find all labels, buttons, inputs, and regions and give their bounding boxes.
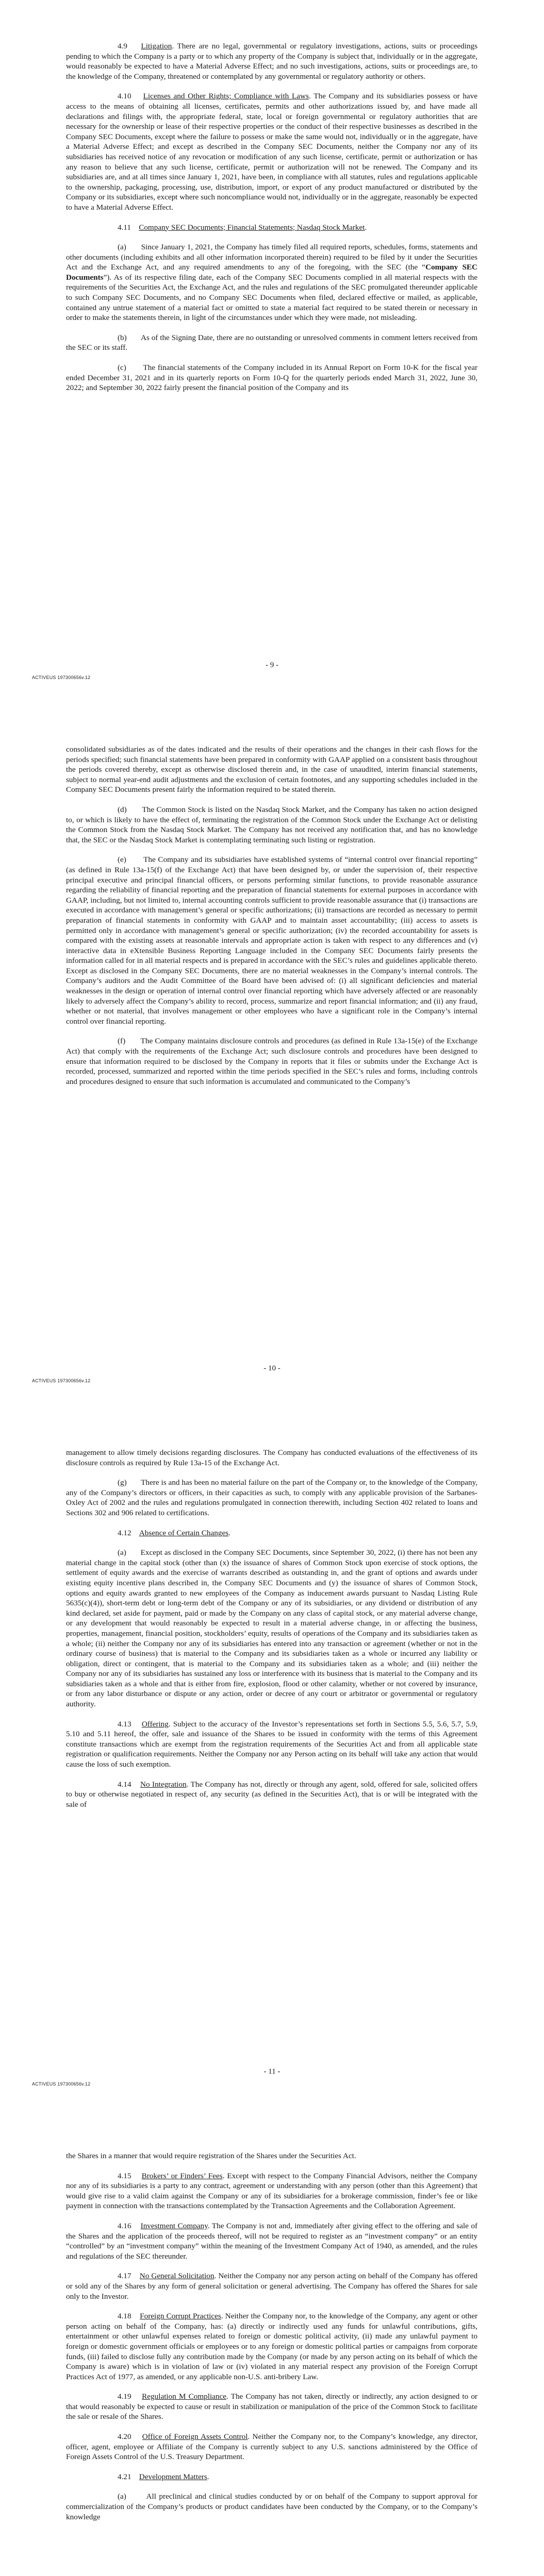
section-heading: Brokers’ or Finders’ Fees bbox=[141, 2171, 223, 2180]
page-body bbox=[66, 1448, 477, 1819]
clause-label: (g) bbox=[118, 1478, 127, 1487]
clause-text-2: ”). As of its respective filing date, each of the Company SEC Documents complied in all material respects with the requirements of the Securities Act, the Exchange Act, and the rules and regulations of the SEC promulgated thereunder applicable to such Company SEC Documents, and no Company SEC Documents when filed, declared effective or mailed, as applicable, contained any untrue statement of a material fact or omitted to state a material fact required to be stated therein or necessary in order to make the statements therein, in light of the circumstances under which they were made, not misleading. bbox=[66, 273, 477, 323]
section-text: . Neither the Company nor, to the knowledge of the Company, any agent or other person acting on behalf of the Company, has: (a) directly or indirectly used any funds for unlawful contributions, gifts, entertainment or other unlawful expenses related to foreign or domestic political activity, (ii) made any unlawful payment to foreign or domestic government officials or employees or to any foreign or domestic political parties or campaigns from corporate funds, (iii) failed to disclose fully any contribution made by the Company (or made by any person acting on its behalf of which the Company is aware) which is in violation of law or (iv) violated in any material respect any provision of the Foreign Corrupt Practices Act of 1977, as amended, or any applicable non-U.S. anti-bribery Law. bbox=[66, 2312, 477, 2381]
section-4-14 bbox=[66, 1780, 477, 1810]
section-text: . Except with respect to the Company Financial Advisors, neither the Company nor any of its subsidiaries is a party to any contract, agreement or understanding with any person (other than this Agreement) that would give rise to a valid claim against the Company or any of its subsidiaries for a brokerage commission, finder’s fee or like payment in connection with the transactions contemplated by the Transaction Agreements and the Collaboration Agreement. bbox=[66, 2171, 477, 2211]
section-4-18 bbox=[66, 2311, 477, 2382]
section-text: . The Company has not, directly or through any agent, sold, offered for sale, solicited offers to buy or otherwise negotiated in respect of, any security (as defined in the Securities Act), that is or will be integrated with the sale of bbox=[66, 1780, 477, 1809]
section-number: 4.19 bbox=[118, 2392, 131, 2401]
section-number: 4.17 bbox=[118, 2272, 131, 2281]
document-id: ACTIVEUS 197300656v.12 bbox=[32, 2081, 91, 2087]
clause-label: (e) bbox=[118, 855, 126, 865]
document-id: ACTIVEUS 197300656v.12 bbox=[32, 675, 91, 680]
clause-text: The Company maintains disclosure controls and procedures (as defined in Rule 13a-15(e) of the Exchange Act) that comply with the requirements of the Exchange Act; such disclosure controls and procedures have been designed to ensure that information required to be disclosed by the Company in reports that it files or submits under the Exchange Act is recorded, processed, summarized and reported within the time periods specified in the SEC’s rules and forms, including controls and procedures designed to ensure that such information is accumulated and communicated to the Company’s bbox=[66, 1037, 477, 1086]
section-4-19 bbox=[66, 2392, 477, 2422]
clause-d bbox=[66, 805, 477, 845]
clause-label: (f) bbox=[118, 1037, 126, 1046]
continued-paragraph: consolidated subsidiaries as of the dates indicated and the results of their operations and the changes in their cash flows for the periods specified; such financial statements have been prepared in conformity with GAAP applied on a consistent basis throughout the periods covered thereby, except as otherwise disclosed therein and, in the case of unaudited, interim financial statements, subject to normal year-end audit adjustments and the exclusion of certain footnotes, and any supporting schedules included in the Company SEC Documents present fairly the information required to be stated therein. bbox=[66, 745, 477, 794]
document-page-11 bbox=[0, 1406, 544, 2110]
page-number: - 11 - bbox=[263, 2067, 281, 2076]
section-4-11-a bbox=[66, 242, 477, 323]
page-number: - 9 - bbox=[266, 661, 278, 669]
document-page-9 bbox=[0, 0, 544, 703]
section-text: . The Company and its subsidiaries possess or have access to the means of obtaining all licenses, certificates, permits and other authorizations issued by, and have made all declarations and filings with, the appropriate federal, state, local or foreign governmental or regulatory authorities that are necessary for the ownership or lease of their respective properties or the conduct of their respective businesses as described in the Company SEC Documents, except where the failure to possess or make the same would not, individually or in the aggregate, have a Material Adverse Effect; and except as described in the Company SEC Documents, neither the Company nor any of its subsidiaries has received notice of any revocation or modification of any such license, certificate, permit or authorization or has any reason to believe that any such license, certificate, permit or authorization will not be renewed. The Company and its subsidiaries are, and at all times since January 1, 2021, have been, in compliance with all statutes, rules and regulations applicable to the ownership, packaging, processing, use, distribution, import, or export of any product manufactured or distributed by the Company or its subsidiaries, except where such noncompliance would not, individually or in the aggregate, reasonably be expected to have a Material Adverse Effect. bbox=[66, 92, 478, 212]
section-4-12-heading bbox=[66, 1528, 477, 1538]
clause-text: The Company and its subsidiaries have established systems of “internal control over financial reporting” (as defined in Rule 13a-15(f) of the Exchange Act) that have been designed by, or under the supervision of, their respective principal executive and principal financial officers, or persons performing similar functions, to provide reasonable assurance regarding the reliability of financial reporting and the preparation of financial statements for external purposes in accordance with GAAP, including, but not limited to, internal accounting controls sufficient to provide reasonable assurance that (i) transactions are executed in accordance with management’s general or specific authorizations; (ii) transactions are recorded as necessary to permit preparation of financial statements in conformity with GAAP and to maintain asset accountability; (iii) access to assets is permitted only in accordance with management’s general or specific authorization; (iv) the recorded accountability for assets is compared with the existing assets at reasonable intervals and appropriate action is taken with respect to any differences and (v) interactive data in eXtensible Business Reporting Language included in the Company SEC Documents fairly presents the information called for in all material respects and is prepared in accordance with the SEC’s rules and guidelines applicable thereto. Except as disclosed in the Company SEC Documents, there are no material weaknesses in the Company’s internal controls. The Company’s auditors and the Audit Committee of the Board have been advised of: (i) all significant deficiencies and material weaknesses in the design or operation of internal control over financial reporting which have adversely affected or are reasonably likely to adversely affect the Company’s ability to record, process, summarize and report financial information; and (ii) any fraud, whether or not material, that involves management or other employees who have a significant role in the Company’s internal control over financial reporting. bbox=[66, 855, 477, 1026]
document-id: ACTIVEUS 197300656v.12 bbox=[32, 1378, 91, 1383]
section-text: . bbox=[207, 2472, 209, 2481]
page-body bbox=[66, 744, 477, 1096]
section-4-20 bbox=[66, 2432, 477, 2462]
section-heading: Investment Company bbox=[140, 2221, 208, 2230]
section-4-15 bbox=[66, 2171, 477, 2211]
section-text: . bbox=[365, 223, 367, 232]
page-body bbox=[66, 2151, 477, 2532]
section-4-12-a bbox=[66, 1548, 477, 1709]
section-text: . bbox=[228, 1528, 230, 1537]
section-4-11-b bbox=[66, 333, 477, 353]
section-number: 4.21 bbox=[118, 2472, 131, 2481]
page-number: - 10 - bbox=[263, 1364, 281, 1372]
clause-label: (d) bbox=[118, 805, 127, 814]
clause-text: The financial statements of the Company included in its Annual Report on Form 10-K for the fiscal year ended December 31, 2021 and in its quarterly reports on Form 10-Q for the quarterly periods ended March 31, 2022, June 30, 2022; and September 30, 2022 fairly present the financial position of the Company and its bbox=[66, 363, 478, 393]
section-heading: Offering bbox=[141, 1719, 169, 1728]
section-4-16 bbox=[66, 2221, 477, 2261]
clause-label: (a) bbox=[118, 243, 126, 252]
clause-text: Since January 1, 2021, the Company has timely filed all required reports, schedules, forms, statements and other documents (including exhibits and all other information incorporated therein) required to be filed by it under the Securities Act and the Exchange Act, and any required amendments to any of the foregoing, with the SEC (the “ bbox=[66, 243, 478, 272]
clause-f bbox=[66, 1036, 477, 1087]
section-4-21-heading bbox=[66, 2472, 477, 2482]
clause-label: (b) bbox=[118, 333, 127, 342]
section-text: . The Company has not taken, directly or indirectly, any action designed to or that would reasonably be expected to cause or result in stabilization or manipulation of the price of the Common Stock to facilitate the sale or resale of the Shares. bbox=[66, 2392, 477, 2421]
section-number: 4.13 bbox=[118, 1719, 131, 1728]
section-heading: Development Matters bbox=[139, 2472, 207, 2481]
continued-paragraph: the Shares in a manner that would require registration of the Shares under the Securities Act. bbox=[66, 2151, 356, 2160]
section-4-10 bbox=[66, 91, 477, 212]
clause-text: Except as disclosed in the Company SEC Documents, since September 30, 2022, (i) there has not been any material change in the capital stock (other than (x) the issuance of shares of Common Stock upon exercise of stock options, the settlement of equity awards and the exercise of warrants described as outstanding in, and the grant of options and awards under existing equity incentive plans described in, the Company SEC Documents and (y) the issuance of shares of Common Stock, options and equity awards granted to new employees of the Company as inducement awards pursuant to Nasdaq Listing Rule 5635(c)(4)), short-term debt or long-term debt of the Company or any of its subsidiaries, or any dividend or distribution of any kind declared, set aside for payment, paid or made by the Company on any class of capital stock, or any material adverse change, or any development that would reasonably be expected to result in a material adverse change, in or affecting the business, properties, management, financial position, stockholders’ equity, results of operations of the Company and its subsidiaries taken as a whole; (ii) neither the Company nor any of its subsidiaries has entered into any transaction or agreement (whether or not in the ordinary course of business) that is material to the Company and its subsidiaries taken as a whole or incurred any liability or obligation, direct or contingent, that is material to the Company and its subsidiaries taken as a whole; and (iii) neither the Company nor any of its subsidiaries has sustained any loss or interference with its business that is material to the Company and its subsidiaries taken as a whole and that is either from fire, explosion, flood or other calamity, whether or not covered by insurance, or from any labor disturbance or dispute or any action, order or decree of any court or arbitrator or governmental or regulatory authority. bbox=[66, 1548, 477, 1709]
section-number: 4.12 bbox=[118, 1528, 131, 1537]
section-text: . Neither the Company nor any person acting on behalf of the Company has offered or sold any of the Shares by any form of general solicitation or general advertising. The Company has offered the Shares for sale only to the Investor. bbox=[66, 2272, 477, 2301]
section-number: 4.16 bbox=[118, 2221, 131, 2230]
section-number: 4.14 bbox=[118, 1780, 131, 1789]
section-heading: Company SEC Documents; Financial Statements; Nasdaq Stock Market bbox=[139, 223, 365, 232]
clause-text: There is and has been no material failure on the part of the Company or, to the knowledge of the Company, any of the Company’s directors or officers, in their capacities as such, to comply with any applicable provision of the Sarbanes-Oxley Act of 2002 and the rules and regulations promulgated in connection therewith, including Section 402 related to loans and Sections 302 and 906 related to certifications. bbox=[66, 1478, 478, 1517]
section-number: 4.11 bbox=[118, 223, 131, 232]
section-number: 4.15 bbox=[118, 2171, 131, 2180]
clause-label: (a) bbox=[118, 1548, 126, 1557]
section-number: 4.10 bbox=[118, 92, 131, 101]
section-4-21-a bbox=[66, 2492, 477, 2522]
defined-term: Company SEC Documents bbox=[66, 263, 477, 282]
section-heading: Licenses and Other Rights; Compliance with Laws bbox=[143, 92, 309, 101]
section-4-17 bbox=[66, 2271, 477, 2301]
section-number: 4.9 bbox=[118, 42, 127, 50]
clause-text: The Common Stock is listed on the Nasdaq Stock Market, and the Company has taken no action designed to, or which is likely to have the effect of, terminating the registration of the Common Stock under the Exchange Act or delisting the Common Stock from the Nasdaq Stock Market. The Company has not received any notification that, and has no knowledge that, the SEC or the Nasdaq Stock Market is contemplating terminating such listing or registration. bbox=[66, 805, 477, 844]
clause-text: All preclinical and clinical studies conducted by or on behalf of the Company to support approval for commercialization of the Company’s products or product candidates have been conducted by the Company, or to the Company’s knowledge bbox=[66, 2492, 477, 2521]
section-4-11-c bbox=[66, 363, 477, 393]
section-heading: No Integration bbox=[140, 1780, 187, 1789]
section-text: . The Company is not and, immediately after giving effect to the offering and sale of the Shares and the application of the proceeds thereof, will not be required to register as an “investment company” or an entity “controlled” by an “investment company” within the meaning of the Investment Company Act of 1940, as amended, and the rules and regulations of the SEC thereunder. bbox=[66, 2221, 477, 2261]
section-number: 4.18 bbox=[118, 2312, 131, 2321]
page-body bbox=[66, 41, 477, 403]
continued-paragraph: management to allow timely decisions regarding disclosures. The Company has conducted evaluations of the effectiveness of its disclosure controls as required by Rule 13a-15 of the Exchange Act. bbox=[66, 1448, 477, 1467]
section-text: . Subject to the accuracy of the Investor’s representations set forth in Sections 5.5, 5.6, 5.7, 5.9, 5.10 and 5.11 hereof, the offer, sale and issuance of the Shares to be issued in conformity with the terms of this Agreement constitute transactions which are exempt from the registration requirements of the Securities Act and from all applicable state registration or qualification requirements. Neither the Company nor any Person acting on its behalf will take any action that would cause the loss of such exemption. bbox=[66, 1719, 477, 1769]
section-number: 4.20 bbox=[118, 2432, 131, 2442]
section-heading: Regulation M Compliance bbox=[142, 2392, 227, 2401]
section-4-9 bbox=[66, 41, 477, 81]
clause-text: As of the Signing Date, there are no outstanding or unresolved comments in comment letters received from the SEC or its staff. bbox=[66, 333, 477, 352]
section-heading: Foreign Corrupt Practices bbox=[140, 2312, 221, 2321]
document-page-10 bbox=[0, 703, 544, 1406]
section-4-11-heading bbox=[66, 223, 477, 233]
clause-label: (a) bbox=[118, 2492, 126, 2501]
section-4-13 bbox=[66, 1719, 477, 1770]
section-heading: Absence of Certain Changes bbox=[139, 1528, 229, 1537]
section-text: . There are no legal, governmental or regulatory investigations, actions, suits or proceedings pending to which the Company is a party or to which any property of the Company is subject that, individually or in the aggregate, would reasonably be expected to have a Material Adverse Effect; and no such investigations, actions, suits or proceedings are, to the knowledge of the Company, threatened or contemplated by any governmental or regulatory authority or others. bbox=[66, 42, 478, 81]
section-heading: Litigation bbox=[141, 42, 172, 50]
clause-label: (c) bbox=[118, 363, 126, 372]
clause-g bbox=[66, 1478, 477, 1518]
document-page-12 bbox=[0, 2110, 544, 2576]
section-heading: Office of Foreign Assets Control bbox=[142, 2432, 248, 2442]
section-text: . Neither the Company nor, to the Company’s knowledge, any director, officer, agent, employee or Affiliate of the Company is currently subject to any U.S. sanctions administered by the Office of Foreign Assets Control of the U.S. Treasury Department. bbox=[66, 2432, 477, 2462]
clause-e bbox=[66, 855, 477, 1026]
section-heading: No General Solicitation bbox=[139, 2272, 215, 2281]
